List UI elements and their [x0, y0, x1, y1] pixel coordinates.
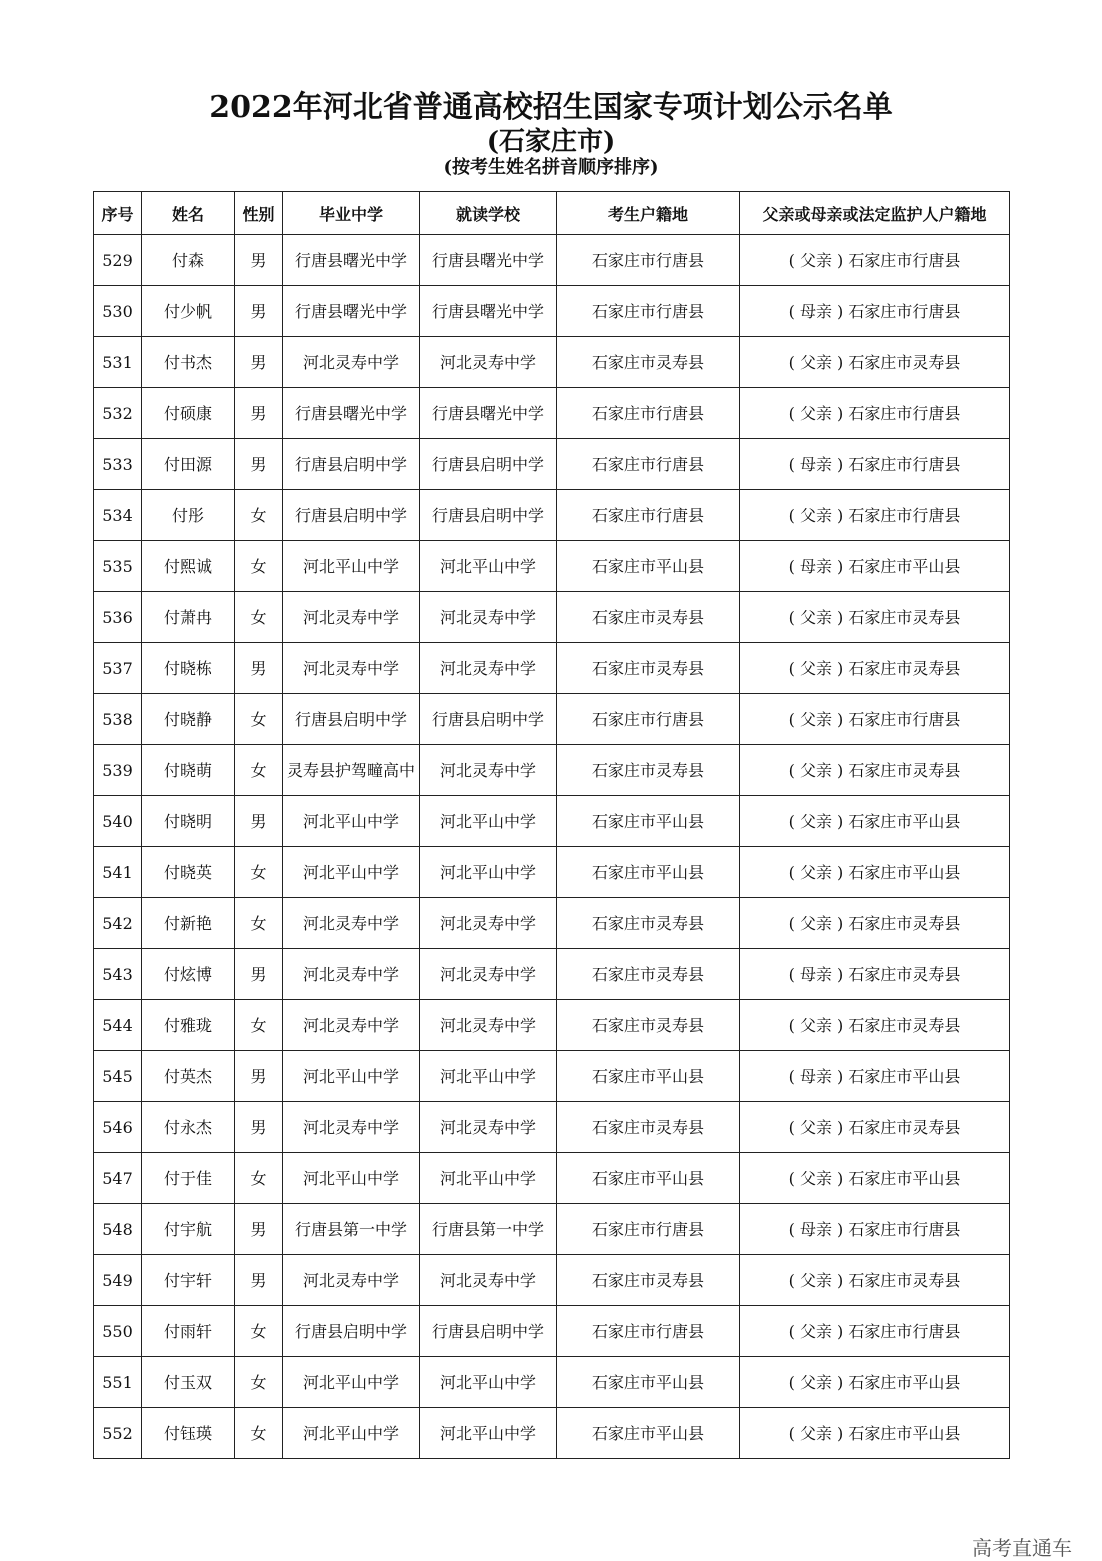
- cell-guardian-hukou: ( 父亲 ) 石家庄市行唐县: [740, 694, 1010, 745]
- cell-guardian-hukou: ( 父亲 ) 石家庄市灵寿县: [740, 643, 1010, 694]
- table-row: [94, 1153, 1010, 1204]
- cell-seq: 529: [94, 235, 142, 286]
- cell-name: 付晓栋: [142, 643, 235, 694]
- cell-seq: 552: [94, 1408, 142, 1459]
- col-header-grad-school: 毕业中学: [283, 192, 420, 235]
- cell-grad-school: 河北平山中学: [283, 847, 420, 898]
- table-row: [94, 745, 1010, 796]
- cell-current-school: 河北平山中学: [420, 541, 557, 592]
- cell-name: 付玉双: [142, 1357, 235, 1408]
- cell-gender: 女: [235, 490, 283, 541]
- cell-hukou: 石家庄市灵寿县: [557, 643, 740, 694]
- cell-seq: 548: [94, 1204, 142, 1255]
- cell-gender: 女: [235, 694, 283, 745]
- cell-guardian-hukou: ( 母亲 ) 石家庄市行唐县: [740, 1204, 1010, 1255]
- cell-hukou: 石家庄市平山县: [557, 1051, 740, 1102]
- cell-name: 付于佳: [142, 1153, 235, 1204]
- cell-gender: 男: [235, 1204, 283, 1255]
- cell-name: 付森: [142, 235, 235, 286]
- cell-current-school: 河北灵寿中学: [420, 592, 557, 643]
- cell-guardian-hukou: ( 父亲 ) 石家庄市行唐县: [740, 388, 1010, 439]
- cell-current-school: 河北灵寿中学: [420, 949, 557, 1000]
- cell-name: 付雅珑: [142, 1000, 235, 1051]
- cell-seq: 551: [94, 1357, 142, 1408]
- table-row: [94, 592, 1010, 643]
- cell-grad-school: 河北平山中学: [283, 1153, 420, 1204]
- cell-grad-school: 灵寿县护驾疃高中: [283, 745, 420, 796]
- cell-seq: 534: [94, 490, 142, 541]
- table-row: [94, 541, 1010, 592]
- cell-gender: 男: [235, 1102, 283, 1153]
- cell-grad-school: 河北平山中学: [283, 541, 420, 592]
- cell-seq: 533: [94, 439, 142, 490]
- cell-guardian-hukou: ( 父亲 ) 石家庄市行唐县: [740, 235, 1010, 286]
- table-row: [94, 796, 1010, 847]
- table-row: [94, 643, 1010, 694]
- cell-name: 付晓英: [142, 847, 235, 898]
- cell-seq: 535: [94, 541, 142, 592]
- cell-gender: 女: [235, 541, 283, 592]
- cell-grad-school: 行唐县启明中学: [283, 439, 420, 490]
- cell-name: 付新艳: [142, 898, 235, 949]
- cell-gender: 男: [235, 1051, 283, 1102]
- cell-gender: 男: [235, 643, 283, 694]
- table-row: [94, 1408, 1010, 1459]
- cell-seq: 541: [94, 847, 142, 898]
- cell-seq: 537: [94, 643, 142, 694]
- cell-hukou: 石家庄市灵寿县: [557, 1255, 740, 1306]
- table-row: [94, 1051, 1010, 1102]
- cell-hukou: 石家庄市行唐县: [557, 1204, 740, 1255]
- cell-current-school: 河北灵寿中学: [420, 643, 557, 694]
- table-row: [94, 1102, 1010, 1153]
- cell-guardian-hukou: ( 父亲 ) 石家庄市平山县: [740, 1153, 1010, 1204]
- cell-hukou: 石家庄市灵寿县: [557, 745, 740, 796]
- cell-hukou: 石家庄市灵寿县: [557, 337, 740, 388]
- cell-name: 付晓明: [142, 796, 235, 847]
- cell-name: 付雨轩: [142, 1306, 235, 1357]
- cell-name: 付炫博: [142, 949, 235, 1000]
- cell-hukou: 石家庄市灵寿县: [557, 949, 740, 1000]
- cell-guardian-hukou: ( 母亲 ) 石家庄市灵寿县: [740, 949, 1010, 1000]
- table-row: [94, 1306, 1010, 1357]
- cell-hukou: 石家庄市行唐县: [557, 694, 740, 745]
- cell-grad-school: 行唐县曙光中学: [283, 235, 420, 286]
- cell-grad-school: 河北灵寿中学: [283, 1102, 420, 1153]
- cell-gender: 女: [235, 745, 283, 796]
- cell-gender: 男: [235, 286, 283, 337]
- cell-current-school: 行唐县曙光中学: [420, 286, 557, 337]
- cell-guardian-hukou: ( 父亲 ) 石家庄市平山县: [740, 1408, 1010, 1459]
- cell-guardian-hukou: ( 父亲 ) 石家庄市平山县: [740, 847, 1010, 898]
- cell-gender: 女: [235, 1306, 283, 1357]
- cell-guardian-hukou: ( 父亲 ) 石家庄市行唐县: [740, 1306, 1010, 1357]
- cell-seq: 536: [94, 592, 142, 643]
- table-row: [94, 1255, 1010, 1306]
- cell-current-school: 河北灵寿中学: [420, 898, 557, 949]
- cell-gender: 女: [235, 847, 283, 898]
- cell-hukou: 石家庄市平山县: [557, 847, 740, 898]
- cell-current-school: 河北平山中学: [420, 847, 557, 898]
- cell-guardian-hukou: ( 父亲 ) 石家庄市灵寿县: [740, 745, 1010, 796]
- table-row: [94, 1000, 1010, 1051]
- cell-current-school: 行唐县第一中学: [420, 1204, 557, 1255]
- cell-gender: 男: [235, 337, 283, 388]
- cell-name: 付宇轩: [142, 1255, 235, 1306]
- cell-hukou: 石家庄市平山县: [557, 1357, 740, 1408]
- cell-hukou: 石家庄市灵寿县: [557, 1102, 740, 1153]
- cell-seq: 530: [94, 286, 142, 337]
- cell-current-school: 河北灵寿中学: [420, 337, 557, 388]
- cell-current-school: 河北灵寿中学: [420, 745, 557, 796]
- cell-current-school: 河北平山中学: [420, 1153, 557, 1204]
- cell-name: 付萧冉: [142, 592, 235, 643]
- cell-gender: 女: [235, 1153, 283, 1204]
- cell-grad-school: 河北平山中学: [283, 1408, 420, 1459]
- cell-grad-school: 河北灵寿中学: [283, 592, 420, 643]
- cell-name: 付钰瑛: [142, 1408, 235, 1459]
- cell-name: 付少帆: [142, 286, 235, 337]
- cell-current-school: 河北灵寿中学: [420, 1102, 557, 1153]
- cell-name: 付硕康: [142, 388, 235, 439]
- cell-gender: 男: [235, 796, 283, 847]
- cell-current-school: 行唐县曙光中学: [420, 388, 557, 439]
- watermark-text: 高考直通车: [972, 1536, 1072, 1560]
- table-row: [94, 847, 1010, 898]
- cell-grad-school: 河北灵寿中学: [283, 643, 420, 694]
- roster-table: [93, 191, 1010, 1459]
- cell-grad-school: 行唐县曙光中学: [283, 286, 420, 337]
- cell-seq: 538: [94, 694, 142, 745]
- cell-guardian-hukou: ( 父亲 ) 石家庄市行唐县: [740, 490, 1010, 541]
- cell-grad-school: 河北灵寿中学: [283, 949, 420, 1000]
- cell-grad-school: 河北灵寿中学: [283, 1255, 420, 1306]
- cell-current-school: 行唐县曙光中学: [420, 235, 557, 286]
- header-row: [94, 192, 1010, 235]
- table-row: [94, 898, 1010, 949]
- cell-grad-school: 行唐县启明中学: [283, 1306, 420, 1357]
- cell-guardian-hukou: ( 父亲 ) 石家庄市灵寿县: [740, 1102, 1010, 1153]
- cell-grad-school: 河北灵寿中学: [283, 898, 420, 949]
- cell-guardian-hukou: ( 父亲 ) 石家庄市灵寿县: [740, 592, 1010, 643]
- cell-gender: 男: [235, 439, 283, 490]
- cell-hukou: 石家庄市平山县: [557, 541, 740, 592]
- cell-seq: 545: [94, 1051, 142, 1102]
- cell-current-school: 行唐县启明中学: [420, 1306, 557, 1357]
- cell-seq: 540: [94, 796, 142, 847]
- cell-gender: 男: [235, 1255, 283, 1306]
- table-row: [94, 949, 1010, 1000]
- cell-grad-school: 行唐县启明中学: [283, 694, 420, 745]
- cell-hukou: 石家庄市行唐县: [557, 490, 740, 541]
- cell-grad-school: 行唐县曙光中学: [283, 388, 420, 439]
- table-row: [94, 235, 1010, 286]
- cell-guardian-hukou: ( 父亲 ) 石家庄市平山县: [740, 1357, 1010, 1408]
- cell-guardian-hukou: ( 父亲 ) 石家庄市灵寿县: [740, 1000, 1010, 1051]
- col-header-guardian-hukou: 父亲或母亲或法定监护人户籍地: [740, 192, 1010, 235]
- table-row: [94, 388, 1010, 439]
- cell-name: 付英杰: [142, 1051, 235, 1102]
- cell-guardian-hukou: ( 父亲 ) 石家庄市灵寿县: [740, 1255, 1010, 1306]
- page-title: 2022年河北省普通高校招生国家专项计划公示名单: [209, 90, 893, 125]
- col-header-name: 姓名: [142, 192, 235, 235]
- cell-seq: 544: [94, 1000, 142, 1051]
- table-row: [94, 286, 1010, 337]
- cell-grad-school: 河北平山中学: [283, 1357, 420, 1408]
- cell-current-school: 行唐县启明中学: [420, 490, 557, 541]
- cell-name: 付彤: [142, 490, 235, 541]
- table-row: [94, 439, 1010, 490]
- cell-grad-school: 河北平山中学: [283, 1051, 420, 1102]
- cell-gender: 女: [235, 1357, 283, 1408]
- cell-name: 付熙诚: [142, 541, 235, 592]
- table-row: [94, 1357, 1010, 1408]
- roster-body: [94, 235, 1010, 1459]
- table-row: [94, 490, 1010, 541]
- cell-hukou: 石家庄市行唐县: [557, 235, 740, 286]
- cell-current-school: 行唐县启明中学: [420, 439, 557, 490]
- table-row: [94, 694, 1010, 745]
- cell-seq: 539: [94, 745, 142, 796]
- cell-seq: 549: [94, 1255, 142, 1306]
- cell-current-school: 河北灵寿中学: [420, 1000, 557, 1051]
- cell-seq: 543: [94, 949, 142, 1000]
- cell-name: 付晓萌: [142, 745, 235, 796]
- cell-gender: 女: [235, 898, 283, 949]
- cell-guardian-hukou: ( 父亲 ) 石家庄市灵寿县: [740, 337, 1010, 388]
- cell-current-school: 河北灵寿中学: [420, 1255, 557, 1306]
- cell-name: 付永杰: [142, 1102, 235, 1153]
- page-subtitle: (石家庄市): [486, 127, 616, 157]
- cell-seq: 531: [94, 337, 142, 388]
- cell-name: 付田源: [142, 439, 235, 490]
- cell-name: 付晓静: [142, 694, 235, 745]
- cell-current-school: 河北平山中学: [420, 796, 557, 847]
- col-header-gender: 性别: [235, 192, 283, 235]
- cell-current-school: 河北平山中学: [420, 1408, 557, 1459]
- sort-note: (按考生姓名拼音顺序排序): [443, 157, 659, 178]
- cell-hukou: 石家庄市行唐县: [557, 1306, 740, 1357]
- cell-hukou: 石家庄市平山县: [557, 1408, 740, 1459]
- cell-hukou: 石家庄市行唐县: [557, 388, 740, 439]
- cell-hukou: 石家庄市平山县: [557, 796, 740, 847]
- cell-hukou: 石家庄市行唐县: [557, 286, 740, 337]
- cell-guardian-hukou: ( 父亲 ) 石家庄市平山县: [740, 796, 1010, 847]
- cell-guardian-hukou: ( 母亲 ) 石家庄市行唐县: [740, 439, 1010, 490]
- cell-grad-school: 河北灵寿中学: [283, 1000, 420, 1051]
- cell-hukou: 石家庄市平山县: [557, 1153, 740, 1204]
- cell-guardian-hukou: ( 母亲 ) 石家庄市平山县: [740, 1051, 1010, 1102]
- cell-seq: 542: [94, 898, 142, 949]
- cell-seq: 550: [94, 1306, 142, 1357]
- cell-hukou: 石家庄市灵寿县: [557, 1000, 740, 1051]
- cell-hukou: 石家庄市灵寿县: [557, 592, 740, 643]
- cell-gender: 男: [235, 388, 283, 439]
- cell-current-school: 河北平山中学: [420, 1357, 557, 1408]
- cell-seq: 532: [94, 388, 142, 439]
- cell-gender: 女: [235, 592, 283, 643]
- cell-gender: 男: [235, 235, 283, 286]
- cell-gender: 女: [235, 1408, 283, 1459]
- cell-current-school: 行唐县启明中学: [420, 694, 557, 745]
- cell-guardian-hukou: ( 父亲 ) 石家庄市灵寿县: [740, 898, 1010, 949]
- cell-grad-school: 河北灵寿中学: [283, 337, 420, 388]
- cell-gender: 女: [235, 1000, 283, 1051]
- cell-grad-school: 行唐县启明中学: [283, 490, 420, 541]
- cell-gender: 男: [235, 949, 283, 1000]
- table-row: [94, 1204, 1010, 1255]
- cell-current-school: 河北平山中学: [420, 1051, 557, 1102]
- cell-hukou: 石家庄市行唐县: [557, 439, 740, 490]
- col-header-seq: 序号: [94, 192, 142, 235]
- cell-hukou: 石家庄市灵寿县: [557, 898, 740, 949]
- col-header-current-school: 就读学校: [420, 192, 557, 235]
- cell-grad-school: 行唐县第一中学: [283, 1204, 420, 1255]
- cell-grad-school: 河北平山中学: [283, 796, 420, 847]
- cell-seq: 547: [94, 1153, 142, 1204]
- cell-seq: 546: [94, 1102, 142, 1153]
- cell-name: 付书杰: [142, 337, 235, 388]
- col-header-hukou: 考生户籍地: [557, 192, 740, 235]
- cell-guardian-hukou: ( 母亲 ) 石家庄市行唐县: [740, 286, 1010, 337]
- table-row: [94, 337, 1010, 388]
- cell-name: 付宇航: [142, 1204, 235, 1255]
- cell-guardian-hukou: ( 母亲 ) 石家庄市平山县: [740, 541, 1010, 592]
